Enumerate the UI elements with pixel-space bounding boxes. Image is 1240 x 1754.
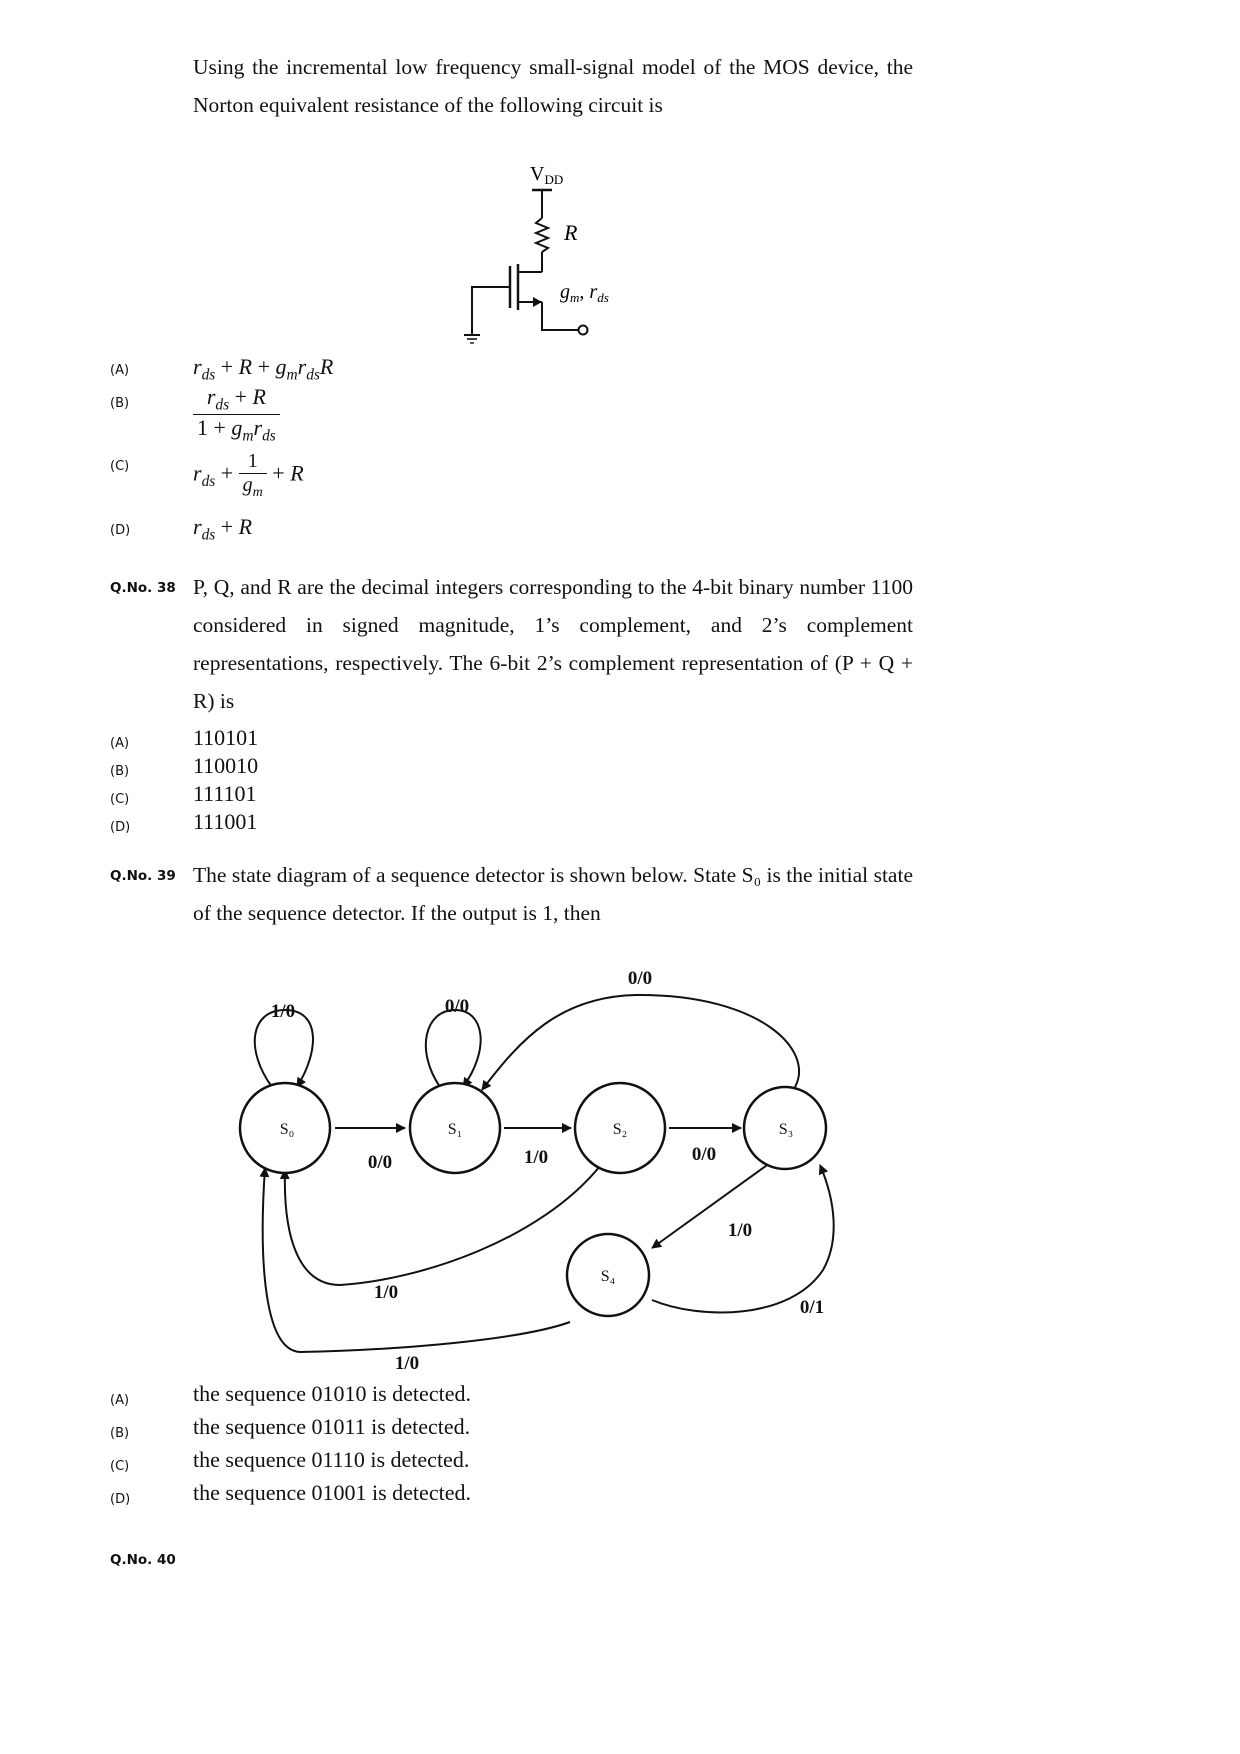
q39-option-c-label: (C) xyxy=(110,1459,130,1474)
state-s1-label: S₁ xyxy=(447,1121,463,1138)
q39-stem: The state diagram of a sequence detector is shown below. State S₀ is the initial state of the sequence detector. If the output is 1, then xyxy=(193,863,913,925)
q38-option-a-label: (A) xyxy=(110,736,130,751)
q37-option-c: $r_{ds}$ + $\frac{1}{g_m}$ + R xyxy=(193,450,304,500)
label-s4-s3: 0/1 xyxy=(799,1297,825,1318)
edge-s3-s4 xyxy=(652,1163,770,1248)
state-s2-label: S₂ xyxy=(612,1121,628,1138)
label-s2-s0: 1/0 xyxy=(373,1282,399,1303)
label-s1-self: 0/0 xyxy=(444,996,470,1017)
edge-s1-self xyxy=(426,1010,481,1087)
state-s0-label: S₀ xyxy=(279,1121,295,1138)
q37-option-d: $r_{ds} + R$ xyxy=(193,514,253,544)
state-s3-label: S₃ xyxy=(778,1121,794,1138)
q38-option-b: 110010 xyxy=(193,753,259,778)
label-s2-s3: 0/0 xyxy=(691,1144,717,1165)
label-s0-s1: 0/0 xyxy=(367,1152,393,1173)
q39-option-b-label: (B) xyxy=(110,1426,130,1441)
q37-option-b: $\frac{r_{ds} + R}{1 + g_mr_{ds}}$ xyxy=(193,384,280,446)
q37-stem: Using the incremental low frequency small-signal model of the MOS device, the Norton equivalent resistance of the following circuit is xyxy=(193,55,913,117)
q39-option-c: the sequence 01110 is detected. xyxy=(193,1447,470,1472)
q40-number: Q.No. 40 xyxy=(110,1552,176,1568)
q39-option-d-label: (D) xyxy=(110,1492,131,1507)
q38-option-a: 110101 xyxy=(193,725,259,750)
resistor-r xyxy=(536,218,548,252)
resistor-label: R xyxy=(564,220,578,245)
mos-circuit-diagram xyxy=(460,160,660,350)
q37-option-a-label: (A) xyxy=(110,363,130,378)
gate-wire xyxy=(472,287,510,335)
q39-option-a: the sequence 01010 is detected. xyxy=(193,1381,471,1406)
q38-option-c-label: (C) xyxy=(110,792,130,807)
q38-option-d-label: (D) xyxy=(110,820,131,835)
label-s1-s2: 1/0 xyxy=(523,1147,549,1168)
q37-option-a: $r_{ds} + R + g_mr_{ds}R$ xyxy=(193,354,334,384)
label-s3-s4: 1/0 xyxy=(727,1220,753,1241)
label-s3-s1: 0/0 xyxy=(627,968,653,989)
vdd-label: $V_{DD}$ xyxy=(530,163,564,187)
label-s0-self: 1/0 xyxy=(270,1001,296,1022)
edge-s3-s1 xyxy=(482,995,799,1090)
q37-option-b-label: (B) xyxy=(110,396,130,411)
q39-option-a-label: (A) xyxy=(110,1393,130,1408)
q38-stem: P, Q, and R are the decimal integers corresponding to the 4-bit binary number 1100 considered in signed magnitude, 1’s complement, and 2’s complement representations, respectively. The 6-bit 2’s complement representation of (P + Q + R) is xyxy=(193,575,913,713)
state-diagram xyxy=(0,950,1240,1370)
state-s4-label: S₄ xyxy=(600,1268,616,1285)
edge-s4-s0 xyxy=(263,1168,570,1352)
q38-option-c: 111101 xyxy=(193,781,257,806)
q37-option-c-label: (C) xyxy=(110,459,130,474)
q38-option-d: 111001 xyxy=(193,809,258,834)
q39-option-d: the sequence 01001 is detected. xyxy=(193,1480,471,1505)
edge-s2-s0 xyxy=(285,1166,600,1285)
label-s4-s0: 1/0 xyxy=(394,1353,420,1370)
source-arrow-icon xyxy=(533,297,542,307)
device-params: $g_m$, $r_{ds}$ xyxy=(560,281,609,305)
q37-option-d-label: (D) xyxy=(110,523,131,538)
q39-number: Q.No. 39 xyxy=(110,868,176,884)
q39-option-b: the sequence 01011 is detected. xyxy=(193,1414,471,1439)
output-terminal xyxy=(579,326,588,335)
q38-number: Q.No. 38 xyxy=(110,580,176,596)
source-wire xyxy=(542,302,578,330)
q38-option-b-label: (B) xyxy=(110,764,130,779)
